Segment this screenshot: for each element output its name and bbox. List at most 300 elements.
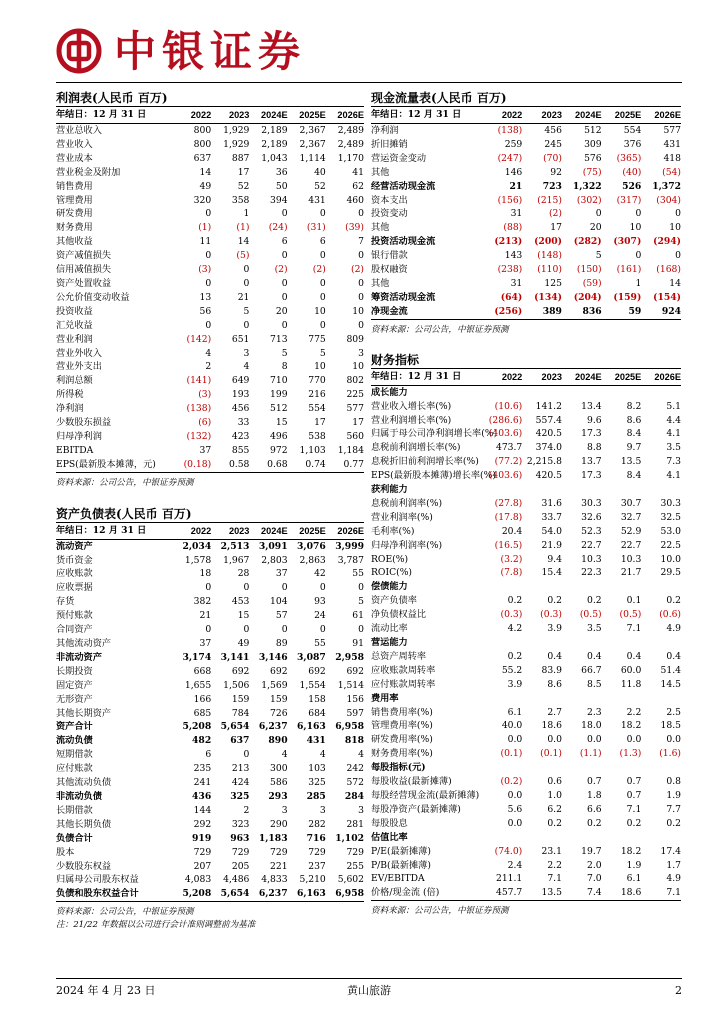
cell-value: 6 xyxy=(205,749,212,761)
row-label: 销售费用 xyxy=(56,180,93,192)
row-label: 公允价值变动收益 xyxy=(56,291,130,303)
cell-value: 207 xyxy=(193,860,212,872)
table-row xyxy=(56,873,364,887)
cell-value: 0.74 xyxy=(305,458,326,470)
cell-value: 33.7 xyxy=(541,511,562,523)
cell-value xyxy=(522,831,562,845)
table-row xyxy=(371,539,681,553)
cell-value: 7 xyxy=(358,236,364,248)
cell-value: 18.5 xyxy=(660,720,681,732)
cell-value: (110) xyxy=(537,264,562,276)
cell-value: (282) xyxy=(573,236,602,248)
cell-value: (307) xyxy=(613,236,642,248)
column-header-year: 2022 xyxy=(173,523,211,540)
cell-value: 692 xyxy=(270,665,288,677)
cell-value: 1,578 xyxy=(184,554,212,566)
cell-value: 2.4 xyxy=(507,859,523,871)
row-label: 合同资产 xyxy=(56,624,93,636)
table-row xyxy=(371,636,681,650)
cell-value: 0 xyxy=(675,250,681,262)
cell-value: 0.7 xyxy=(626,789,642,801)
table-row xyxy=(56,567,364,581)
cell-value: 3.5 xyxy=(587,623,602,635)
cell-value xyxy=(483,636,523,650)
cell-value: (256) xyxy=(494,305,523,317)
cell-value: 10.3 xyxy=(620,553,642,565)
cell-value: 637 xyxy=(230,735,250,747)
table-row xyxy=(56,887,364,901)
cell-value: 8.4 xyxy=(626,470,642,482)
cell-value xyxy=(641,692,681,706)
cell-value: 0.68 xyxy=(267,458,288,470)
cell-value: 5 xyxy=(358,596,364,608)
cell-value: 0.2 xyxy=(587,595,602,607)
cell-value: 14 xyxy=(237,236,250,248)
table-row xyxy=(56,388,364,402)
cell-value: 4 xyxy=(281,749,288,761)
cell-value: (1.3) xyxy=(619,748,642,760)
cell-value: 37 xyxy=(199,638,212,649)
cell-value: 597 xyxy=(346,707,364,719)
cell-value: 40.0 xyxy=(501,720,523,732)
cell-value: 0 xyxy=(319,208,326,220)
cell-value: (54) xyxy=(662,166,681,178)
cell-value: 50 xyxy=(275,180,288,192)
cell-value: (134) xyxy=(534,291,562,303)
footer-divider xyxy=(56,978,682,979)
cell-value: 0.2 xyxy=(547,595,562,607)
table-row xyxy=(56,609,364,623)
table-row xyxy=(371,138,681,152)
cell-value: 10 xyxy=(352,361,364,373)
balance-sheet-title: 资产负债表(人民币 百万) xyxy=(56,506,364,523)
cell-value: 0.4 xyxy=(587,650,602,662)
cell-value: 394 xyxy=(270,194,288,206)
right-column xyxy=(371,90,681,918)
table-row xyxy=(56,720,364,734)
cell-value: (1.1) xyxy=(579,748,602,760)
cashflow-source: 资料来源：公司公告，中银证券预测 xyxy=(371,324,509,335)
cell-value: 800 xyxy=(193,138,212,150)
cell-value: 6,163 xyxy=(297,721,326,733)
cell-value: 473.7 xyxy=(495,442,523,454)
row-label: 资产减值损失 xyxy=(56,250,112,262)
cell-value: 2.2 xyxy=(547,859,562,871)
cell-value: 37 xyxy=(199,444,212,456)
row-label: 营业利润 xyxy=(56,333,93,345)
cell-value: 225 xyxy=(346,389,364,401)
cell-value xyxy=(483,385,523,399)
cell-value: 0.58 xyxy=(228,458,250,470)
cell-value: (156) xyxy=(497,194,523,206)
cell-value: 4,083 xyxy=(184,874,212,886)
cell-value: 7.1 xyxy=(626,803,642,815)
cell-value: 560 xyxy=(346,430,364,442)
cell-value xyxy=(602,761,642,775)
row-label: 管理费用 xyxy=(56,194,93,206)
table-row xyxy=(371,831,681,845)
cell-value: 512 xyxy=(270,403,288,415)
cell-value: 723 xyxy=(542,180,562,192)
cell-value: 6,958 xyxy=(335,888,364,900)
cell-value: 0 xyxy=(358,319,364,331)
cell-value: 49 xyxy=(237,638,250,649)
table-row xyxy=(371,207,681,221)
row-label: 信用减值损失 xyxy=(56,264,112,276)
cell-value: 6,237 xyxy=(258,888,288,900)
row-label: 净现金流 xyxy=(371,305,408,317)
cell-value: 0 xyxy=(281,291,288,303)
cell-value: 17 xyxy=(550,222,562,234)
ratios-source: 资料来源：公司公告，中银证券预测 xyxy=(371,906,509,917)
cell-value: 18.6 xyxy=(620,887,642,899)
row-label: 营业外收入 xyxy=(56,347,102,359)
cell-value: 13.7 xyxy=(581,456,602,468)
cell-value: 684 xyxy=(308,707,326,719)
cell-value: 241 xyxy=(193,777,212,789)
table-row xyxy=(56,832,364,846)
cell-value: 420.5 xyxy=(535,428,562,440)
row-label: 息税折旧前利润增长率(%) xyxy=(371,456,479,468)
cell-value: 972 xyxy=(270,444,288,456)
cell-value xyxy=(562,831,602,845)
cell-value: 18.0 xyxy=(581,720,602,732)
cell-value: 0 xyxy=(281,208,288,220)
cell-value: 52.9 xyxy=(620,525,642,537)
cell-value: (6) xyxy=(198,417,212,429)
table-row xyxy=(56,263,364,277)
row-label: 每股指标(元) xyxy=(371,762,426,774)
cell-value: 32.6 xyxy=(581,511,602,523)
cell-value: 0 xyxy=(358,582,364,594)
row-label: 流动比率 xyxy=(371,623,408,635)
cell-value: 1,102 xyxy=(335,832,364,844)
cell-value: 14 xyxy=(669,277,681,289)
cell-value: 6.1 xyxy=(626,873,642,885)
cell-value: (403.6) xyxy=(488,428,523,440)
cell-value: (3.2) xyxy=(500,553,523,565)
cell-value: 103 xyxy=(308,763,326,775)
row-label: 筹资活动现金流 xyxy=(371,291,436,303)
cell-value: 0 xyxy=(358,291,364,303)
cell-value: 0 xyxy=(319,277,326,289)
cell-value: 0 xyxy=(281,250,288,262)
table-row xyxy=(371,803,681,817)
cell-value: 3,076 xyxy=(297,540,326,552)
cell-value: 0.4 xyxy=(547,650,562,662)
cell-value xyxy=(602,580,642,594)
column-header-year: 2022 xyxy=(483,369,523,386)
table-row xyxy=(371,553,681,567)
cell-value: 0.4 xyxy=(666,650,681,662)
row-label: 银行借款 xyxy=(371,250,408,262)
column-header-year: 2024E xyxy=(562,107,602,124)
cell-value: (59) xyxy=(582,277,602,289)
cashflow-statement-title: 现金流量表(人民币 百万) xyxy=(371,90,681,107)
cell-value: 887 xyxy=(231,152,250,164)
cell-value: 141.2 xyxy=(535,400,562,412)
cell-value: 320 xyxy=(193,194,212,206)
cell-value xyxy=(562,483,602,497)
cell-value: 7.1 xyxy=(626,623,642,635)
cell-value xyxy=(641,761,681,775)
cell-value: 1,322 xyxy=(572,180,602,192)
cell-value xyxy=(602,483,642,497)
cell-value: 2,958 xyxy=(335,651,364,663)
row-label: 少数股东损益 xyxy=(56,417,112,429)
cell-value: 7.3 xyxy=(666,456,681,468)
cell-value: 221 xyxy=(270,860,288,872)
column-header-label: 年结日：12 月 31 日 xyxy=(56,107,173,124)
row-label: 归母净利润 xyxy=(56,430,102,442)
cell-value xyxy=(522,692,562,706)
cell-value: (0.3) xyxy=(500,609,523,621)
cell-value: 420.5 xyxy=(535,470,562,482)
table-row xyxy=(371,594,681,608)
cell-value: 52 xyxy=(237,180,250,192)
cell-value: 259 xyxy=(504,138,523,150)
row-label: ROE(%) xyxy=(371,553,409,565)
cell-value: (17.8) xyxy=(494,511,523,523)
cell-value: 7.7 xyxy=(666,803,681,815)
cell-value: 5,602 xyxy=(337,874,364,886)
cell-value: 4,833 xyxy=(261,874,288,886)
cell-value: 22.5 xyxy=(660,539,681,551)
row-label: 其他流动负债 xyxy=(56,777,112,789)
cell-value: (1) xyxy=(198,222,212,234)
cell-value: 325 xyxy=(308,777,326,789)
table-row xyxy=(56,360,364,374)
cell-value: 4.1 xyxy=(666,428,681,440)
cell-value: 52 xyxy=(314,180,326,192)
cell-value: 3,174 xyxy=(182,651,212,663)
cell-value: 8.6 xyxy=(547,678,562,690)
cell-value xyxy=(641,483,681,497)
cell-value: 309 xyxy=(584,138,602,150)
row-label: 营运能力 xyxy=(371,637,408,648)
cell-value: 692 xyxy=(308,665,326,677)
income-statement-title: 利润表(人民币 百万) xyxy=(56,90,364,107)
cell-value: 3 xyxy=(358,804,364,816)
cell-value: 14 xyxy=(199,166,212,178)
cell-value: (200) xyxy=(534,236,562,248)
table-row xyxy=(371,305,681,319)
cell-value: (31) xyxy=(306,222,326,234)
cell-value xyxy=(562,636,602,650)
cell-value: 292 xyxy=(193,818,212,830)
cell-value: (138) xyxy=(497,125,523,136)
table-row xyxy=(56,277,364,291)
cell-value: 60.0 xyxy=(620,664,642,676)
cell-value: 576 xyxy=(584,152,602,164)
cell-value: 144 xyxy=(193,804,212,816)
cell-value: (1.6) xyxy=(659,748,681,760)
table-row xyxy=(56,818,364,832)
cell-value: 1,929 xyxy=(223,125,250,136)
cell-value: 4 xyxy=(358,749,364,761)
cashflow-statement-table xyxy=(371,107,681,319)
cell-value: 453 xyxy=(231,596,250,608)
cell-value: 0 xyxy=(205,208,212,220)
row-label: 长期投资 xyxy=(56,665,93,677)
row-label: 其他长期资产 xyxy=(56,707,112,719)
cell-value: (215) xyxy=(537,194,562,206)
row-label: 每股净资产(最新摊薄) xyxy=(371,803,461,815)
cell-value: 213 xyxy=(231,763,250,775)
cell-value: 24 xyxy=(314,610,326,622)
cell-value: 4.1 xyxy=(666,470,681,482)
cell-value: 554 xyxy=(308,403,326,415)
row-label: 价格/现金流 (倍) xyxy=(371,887,440,899)
row-label: 负债和股东权益合计 xyxy=(56,888,139,900)
cell-value: 91 xyxy=(352,638,364,649)
cell-value: (141) xyxy=(186,375,212,387)
cell-value: 2.7 xyxy=(547,706,562,718)
table-row xyxy=(371,277,681,291)
cell-value: 0.0 xyxy=(507,789,523,801)
row-label: 利润总额 xyxy=(56,375,93,387)
cell-value: 496 xyxy=(270,430,288,442)
table-row xyxy=(56,776,364,790)
table-row xyxy=(56,416,364,430)
table-row xyxy=(56,554,364,568)
cell-value: 9.4 xyxy=(547,553,562,565)
row-label: 股权融资 xyxy=(371,264,408,276)
row-label: 研发费用 xyxy=(56,208,93,220)
cell-value: 3,146 xyxy=(258,651,288,663)
cell-value: (10.6) xyxy=(494,400,523,412)
cell-value: 0.2 xyxy=(507,595,523,607)
table-row xyxy=(56,651,364,665)
cell-value: 4 xyxy=(205,347,212,359)
row-label: 息税前利润率(%) xyxy=(371,497,443,509)
cell-value: 577 xyxy=(346,403,364,415)
cell-value: 0.4 xyxy=(626,650,642,662)
cell-value: 5.1 xyxy=(666,400,681,412)
cell-value: 20.4 xyxy=(501,525,523,537)
cell-value: 245 xyxy=(544,138,562,150)
row-label: 营业总收入 xyxy=(56,125,102,136)
cell-value: 1.9 xyxy=(666,789,681,801)
cell-value: 0 xyxy=(205,582,212,594)
cell-value xyxy=(602,636,642,650)
ratios-bottom-rule xyxy=(371,900,681,901)
row-label: 预付账款 xyxy=(56,610,93,622)
cell-value: 0 xyxy=(243,582,250,594)
column-header-year: 2026E xyxy=(326,107,364,124)
cell-value: (159) xyxy=(613,291,642,303)
financial-ratios-table xyxy=(371,369,681,901)
cell-value xyxy=(562,385,602,399)
table-row xyxy=(371,455,681,469)
column-header-year: 2026E xyxy=(641,369,681,386)
table-row xyxy=(371,525,681,539)
cell-value: 31.6 xyxy=(541,497,562,509)
cell-value: 3,091 xyxy=(258,540,288,552)
row-label: 折旧摊销 xyxy=(371,138,408,150)
row-label: 投资变动 xyxy=(371,208,408,220)
cell-value: 21 xyxy=(199,610,212,622)
cell-value: (7.8) xyxy=(500,567,523,579)
cell-value: 0 xyxy=(281,319,288,331)
cell-value: 17 xyxy=(352,417,364,429)
cell-value: (77.2) xyxy=(494,456,523,468)
row-label: 应付账款周转率 xyxy=(371,678,436,690)
income-header-row xyxy=(56,107,364,124)
cell-value: 1,184 xyxy=(337,444,364,456)
table-row xyxy=(371,817,681,831)
cell-value: 10.3 xyxy=(581,553,602,565)
table-row xyxy=(371,263,681,277)
cell-value: 29.5 xyxy=(660,567,681,579)
column-header-label: 年结日：12 月 31 日 xyxy=(56,523,173,540)
cashflow-bottom-rule xyxy=(371,319,681,320)
cell-value: 2,367 xyxy=(299,125,326,136)
table-row xyxy=(371,427,681,441)
cell-value: 374.0 xyxy=(535,442,562,454)
table-row xyxy=(371,249,681,263)
cell-value: 0.1 xyxy=(626,595,642,607)
cell-value: 3.9 xyxy=(547,623,562,635)
cell-value: 8.4 xyxy=(626,428,642,440)
cell-value: 285 xyxy=(306,790,326,802)
cell-value: 11.8 xyxy=(620,678,642,690)
cell-value: 5,210 xyxy=(299,874,326,886)
cell-value: 1,569 xyxy=(261,679,288,691)
row-label: 股本 xyxy=(56,846,75,858)
cell-value: 22.7 xyxy=(581,539,602,551)
row-label: EV/EBITDA xyxy=(371,873,425,885)
row-label: 营运资金变动 xyxy=(371,152,427,164)
cell-value xyxy=(562,761,602,775)
cell-value: 237 xyxy=(308,860,326,872)
cell-value: 0 xyxy=(205,624,212,636)
table-row xyxy=(56,249,364,263)
column-header-year: 2022 xyxy=(173,107,211,124)
row-label: 获利能力 xyxy=(371,484,408,496)
row-label: 非流动资产 xyxy=(56,651,102,663)
cell-value: (40) xyxy=(622,166,642,178)
cell-value: 10 xyxy=(669,222,681,234)
cell-value: 4.9 xyxy=(666,623,681,635)
cell-value: 6 xyxy=(319,236,326,248)
table-row xyxy=(56,430,364,444)
cell-value: 20 xyxy=(589,222,602,234)
cell-value: 5 xyxy=(595,250,602,262)
cell-value: 0 xyxy=(205,250,212,262)
cell-value: (294) xyxy=(653,236,681,248)
cell-value: 0.7 xyxy=(626,776,642,788)
cell-value: (3) xyxy=(198,389,212,401)
table-row xyxy=(56,444,364,458)
row-label: 资产处置收益 xyxy=(56,277,112,289)
cell-value: (24) xyxy=(268,222,288,234)
row-label: 息税前利润增长率(%) xyxy=(371,442,461,454)
cell-value: 4 xyxy=(243,361,250,373)
cell-value: (64) xyxy=(500,291,523,303)
table-row xyxy=(371,385,681,399)
ratios-header-row xyxy=(371,369,681,386)
page-footer xyxy=(56,983,682,999)
table-row xyxy=(371,622,681,636)
cell-value: 36 xyxy=(275,166,288,178)
cell-value: 13.5 xyxy=(620,456,642,468)
cell-value: 325 xyxy=(230,790,250,802)
cell-value: 0.0 xyxy=(666,734,681,746)
cell-value: 8.6 xyxy=(626,414,642,426)
row-label: 投资收益 xyxy=(56,305,93,317)
cell-value: 3,141 xyxy=(220,651,250,663)
